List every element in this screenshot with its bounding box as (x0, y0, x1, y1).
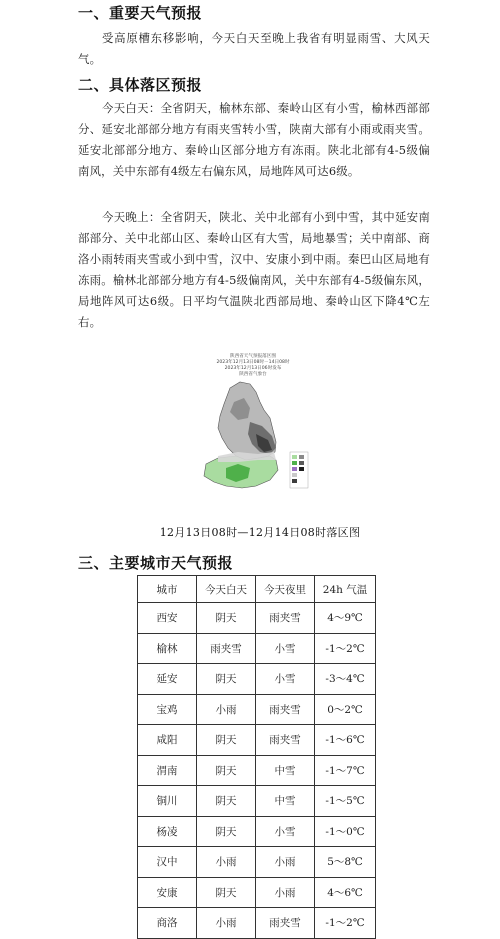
cell-city: 安康 (138, 877, 197, 908)
header-tonight: 今天夜里 (256, 576, 315, 603)
table-row (138, 694, 376, 725)
cell-city: 杨凌 (138, 816, 197, 847)
cell-city: 咸阳 (138, 725, 197, 756)
cell-day-weather: 雨夹雪 (197, 633, 256, 664)
table-row (138, 786, 376, 817)
cell-day-weather: 阴天 (197, 603, 256, 634)
map-issue-time: 2023年12月13日06时发布 (224, 366, 282, 371)
table-body (138, 603, 376, 939)
cell-night-weather: 雨夹雪 (256, 725, 315, 756)
table-row (138, 725, 376, 756)
cell-night-weather: 中雪 (256, 786, 315, 817)
map-legend (290, 452, 308, 488)
cell-night-weather: 雨夹雪 (256, 694, 315, 725)
cell-temperature: -1～0℃ (315, 816, 376, 847)
header-today-day: 今天白天 (197, 576, 256, 603)
cell-day-weather: 阴天 (197, 755, 256, 786)
cell-city: 铜川 (138, 786, 197, 817)
section-1-title: 一、重要天气预报 (78, 4, 203, 22)
section-3-title: 三、主要城市天气预报 (78, 554, 234, 572)
shaanxi-map-graphic (178, 352, 328, 512)
table-row (138, 633, 376, 664)
map-issuer: 陕西省气象台 (239, 372, 267, 377)
cell-day-weather: 阴天 (197, 877, 256, 908)
cell-day-weather: 阴天 (197, 786, 256, 817)
table-row (138, 816, 376, 847)
table-row (138, 877, 376, 908)
table-row (138, 755, 376, 786)
cell-night-weather: 雨夹雪 (256, 908, 315, 939)
cell-night-weather: 小雪 (256, 633, 315, 664)
cell-night-weather: 小雨 (256, 877, 315, 908)
map-caption: 12月13日08时—12月14日08时落区图 (159, 526, 361, 539)
cell-night-weather: 小雪 (256, 816, 315, 847)
cell-city: 榆林 (138, 633, 197, 664)
map-title: 陕西省天气预报落区图 (230, 354, 276, 359)
cell-day-weather: 阴天 (197, 664, 256, 695)
table-row (138, 908, 376, 939)
cell-city: 宝鸡 (138, 694, 197, 725)
cell-night-weather: 雨夹雪 (256, 603, 315, 634)
cell-temperature: -3～4℃ (315, 664, 376, 695)
city-forecast-table (137, 575, 376, 939)
section-2-daytime-paragraph: 今天白天：全省阴天，榆林东部、秦岭山区有小雪，榆林西部部分、延安北部部分地方有雨夹雪转小雪，陕南大部有小雨或雨夹雪。延安北部部分地方、秦岭山区部分地方有冻雨。陕北北部有4-5级偏南风，关中东部有4级左右偏东风，局地阵风可达6级。 (78, 101, 430, 178)
cell-temperature: 5～8℃ (315, 847, 376, 878)
cell-day-weather: 阴天 (197, 725, 256, 756)
cell-temperature: -1～7℃ (315, 755, 376, 786)
cell-temperature: -1～2℃ (315, 908, 376, 939)
table-header-row (138, 576, 376, 603)
cell-temperature: 0～2℃ (315, 694, 376, 725)
table-row (138, 847, 376, 878)
forecast-map (178, 352, 328, 512)
cell-night-weather: 中雪 (256, 755, 315, 786)
cell-day-weather: 小雨 (197, 847, 256, 878)
map-period: 2023年12月13日08时－14日08时 (216, 360, 290, 365)
cell-temperature: -1～6℃ (315, 725, 376, 756)
cell-city: 商洛 (138, 908, 197, 939)
cell-day-weather: 阴天 (197, 816, 256, 847)
cell-city: 延安 (138, 664, 197, 695)
cell-temperature: -1～2℃ (315, 633, 376, 664)
cell-night-weather: 小雨 (256, 847, 315, 878)
section-2-title: 二、具体落区预报 (78, 76, 203, 94)
cell-city: 汉中 (138, 847, 197, 878)
cell-temperature: 4～6℃ (315, 877, 376, 908)
section-1-text: 受高原槽东移影响，今天白天至晚上我省有明显雨雪、大风天气。 (78, 31, 430, 66)
cell-night-weather: 小雪 (256, 664, 315, 695)
cell-temperature: 4～9℃ (315, 603, 376, 634)
cell-temperature: -1～5℃ (315, 786, 376, 817)
header-24h-temp: 24h 气温 (315, 576, 376, 603)
cell-city: 西安 (138, 603, 197, 634)
cell-city: 渭南 (138, 755, 197, 786)
table-row (138, 603, 376, 634)
cell-day-weather: 小雨 (197, 908, 256, 939)
section-2-night-paragraph: 今天晚上：全省阴天，陕北、关中北部有小到中雪，其中延安南部部分、关中北部山区、秦岭山区有大雪，局地暴雪；关中南部、商洛小雨转雨夹雪或小到中雪，汉中、安康小到中雨。秦巴山区局地有冻雨。榆林北部部分地方有4-5级偏南风，关中东部有4-5级偏东风，局地阵风可达6级。日平均气温陕北西部局地、秦岭山区下降4℃左右。 (78, 210, 430, 329)
header-city: 城市 (138, 576, 197, 603)
cell-day-weather: 小雨 (197, 694, 256, 725)
table-row (138, 664, 376, 695)
